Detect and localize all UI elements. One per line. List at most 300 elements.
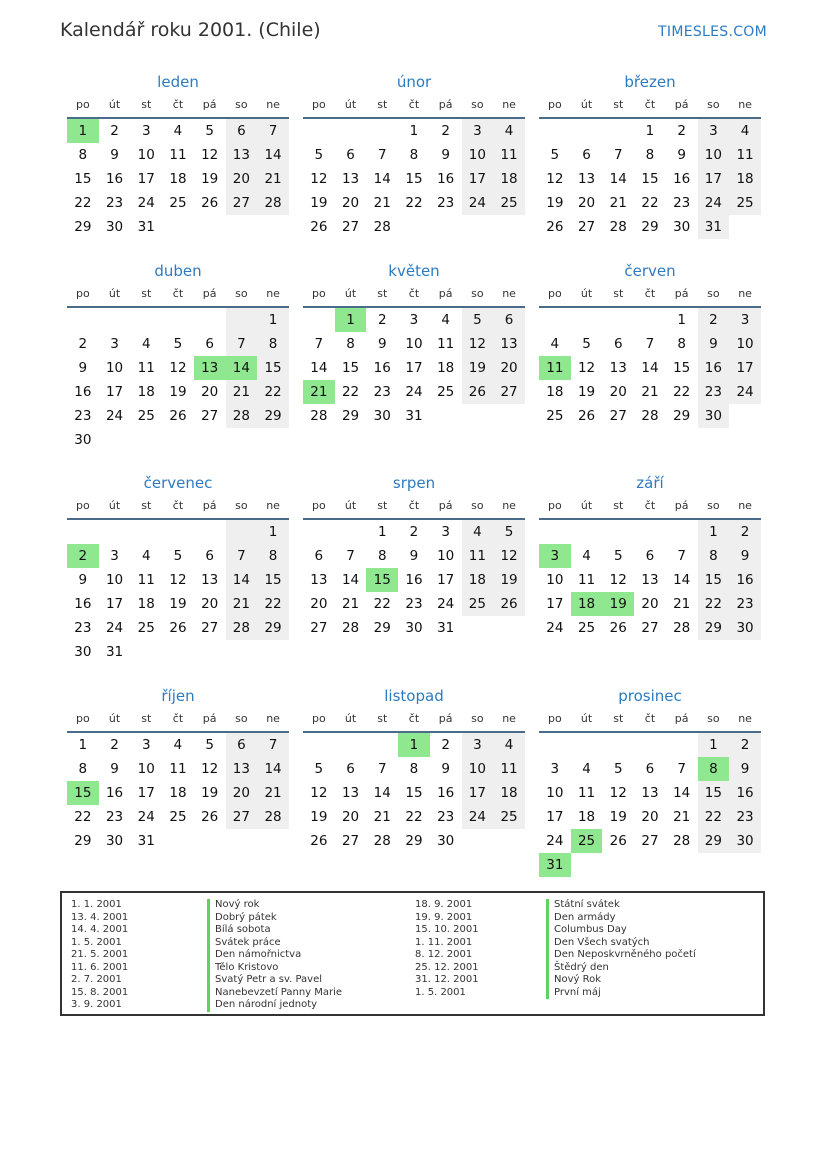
- day-cell: 30: [74, 644, 92, 660]
- day-cell: 26: [577, 408, 596, 424]
- empty-day-cell: [194, 308, 226, 332]
- weekday-label: út: [580, 98, 593, 111]
- day-cell: 9: [677, 147, 686, 163]
- day-cell: 25: [493, 191, 525, 215]
- empty-day-cell: [303, 733, 335, 757]
- day-cell: 6: [582, 147, 591, 163]
- weekday-label: st: [377, 712, 388, 725]
- day-cell: 9: [377, 336, 387, 352]
- day-cell: 13: [641, 572, 659, 588]
- month-name: září: [636, 474, 664, 492]
- day-cell: 15: [698, 781, 730, 805]
- day-grid: [67, 119, 289, 239]
- day-cell: 19: [169, 596, 187, 612]
- empty-day-cell: [539, 119, 571, 143]
- weekday-label: po: [547, 499, 562, 512]
- day-cell: 22: [373, 596, 391, 612]
- empty-day-cell: [539, 733, 571, 757]
- day-cell: 22: [405, 195, 423, 211]
- holiday-day-cell: 8: [698, 757, 730, 781]
- day-cell: 18: [137, 596, 155, 612]
- weekday-label: čt: [408, 712, 420, 725]
- day-cell: 4: [462, 520, 494, 544]
- brand-link[interactable]: TIMESLES.COM: [658, 24, 767, 40]
- month-name: prosinec: [618, 687, 682, 705]
- legend-holiday-name: Columbus Day: [546, 924, 696, 937]
- empty-day-cell: [162, 308, 194, 332]
- month-name: duben: [154, 262, 202, 280]
- day-cell: 28: [609, 219, 627, 235]
- weekday-label: ne: [738, 712, 752, 725]
- empty-day-cell: [130, 308, 162, 332]
- day-cell: 15: [341, 360, 360, 376]
- day-cell: 9: [409, 548, 419, 564]
- day-cell: 28: [673, 620, 691, 636]
- day-cell: 24: [405, 384, 423, 400]
- day-cell: 24: [462, 191, 494, 215]
- weekday-label: pá: [202, 287, 217, 300]
- empty-day-cell: [99, 520, 131, 544]
- day-cell: 26: [609, 620, 627, 636]
- day-cell: 22: [257, 592, 289, 616]
- page-title: Kalendář roku 2001. (Chile): [60, 19, 321, 41]
- weekday-header: [67, 282, 289, 308]
- legend-dates-left: [71, 899, 128, 1012]
- day-cell: 5: [613, 761, 623, 777]
- day-cell: 12: [169, 360, 187, 376]
- day-grid: [303, 733, 525, 853]
- day-cell: 31: [105, 644, 124, 660]
- day-cell: 1: [677, 312, 686, 328]
- day-cell: 29: [641, 219, 659, 235]
- legend-holiday-name: Štědrý den: [546, 962, 696, 975]
- day-cell: 18: [169, 171, 187, 187]
- day-cell: 30: [698, 404, 730, 428]
- legend-date: 1. 5. 2001: [71, 936, 122, 948]
- weekday-label: pá: [202, 98, 217, 111]
- day-cell: 23: [437, 195, 455, 211]
- day-cell: 17: [546, 596, 564, 612]
- day-cell: 5: [205, 737, 214, 753]
- day-cell: 23: [729, 805, 761, 829]
- day-cell: 15: [698, 568, 730, 592]
- empty-day-cell: [226, 520, 258, 544]
- holiday-day-cell: 18: [571, 592, 603, 616]
- legend-date: 14. 4. 2001: [71, 924, 129, 935]
- day-cell: 16: [105, 171, 124, 187]
- day-cell: 13: [226, 757, 258, 781]
- weekday-label: út: [344, 712, 357, 725]
- day-cell: 11: [169, 761, 187, 777]
- weekday-header: [539, 93, 761, 119]
- weekday-label: čt: [172, 712, 184, 725]
- day-cell: 6: [226, 733, 258, 757]
- day-grid: [303, 308, 525, 428]
- day-cell: 15: [405, 171, 423, 187]
- day-cell: 9: [441, 147, 450, 163]
- weekday-label: so: [471, 287, 484, 300]
- holiday-day-cell: 1: [335, 308, 367, 332]
- day-cell: 4: [141, 548, 151, 564]
- month-name: leden: [157, 73, 199, 91]
- day-cell: 25: [437, 384, 455, 400]
- day-cell: 7: [377, 761, 387, 777]
- day-cell: 15: [74, 171, 92, 187]
- day-cell: 14: [310, 360, 328, 376]
- weekday-label: čt: [408, 499, 420, 512]
- day-cell: 7: [226, 332, 258, 356]
- day-cell: 16: [105, 785, 124, 801]
- holiday-day-cell: 14: [226, 356, 258, 380]
- day-cell: 14: [257, 757, 289, 781]
- day-cell: 31: [405, 408, 423, 424]
- empty-day-cell: [67, 520, 99, 544]
- day-cell: 8: [257, 544, 289, 568]
- holiday-legend: [60, 891, 765, 1016]
- weekday-label: st: [141, 287, 152, 300]
- empty-day-cell: [634, 308, 666, 332]
- weekday-label: čt: [644, 499, 656, 512]
- day-cell: 19: [169, 384, 187, 400]
- day-cell: 18: [437, 360, 455, 376]
- weekday-label: so: [471, 499, 484, 512]
- legend-holiday-name: Svatý Petr a sv. Pavel: [207, 974, 342, 987]
- weekday-label: so: [235, 98, 248, 111]
- day-cell: 17: [462, 167, 494, 191]
- weekday-label: po: [547, 712, 562, 725]
- empty-day-cell: [539, 308, 571, 332]
- day-cell: 25: [169, 195, 187, 211]
- weekday-label: po: [311, 712, 326, 725]
- day-cell: 23: [437, 809, 455, 825]
- day-cell: 28: [641, 408, 659, 424]
- day-cell: 12: [462, 332, 494, 356]
- weekday-label: út: [344, 287, 357, 300]
- month-name: únor: [396, 73, 432, 91]
- empty-day-cell: [303, 119, 335, 143]
- day-cell: 12: [201, 761, 219, 777]
- day-cell: 1: [257, 520, 289, 544]
- day-cell: 21: [673, 809, 691, 825]
- day-cell: 25: [137, 408, 155, 424]
- day-cell: 18: [546, 384, 564, 400]
- day-grid: [539, 733, 761, 877]
- day-cell: 6: [346, 147, 355, 163]
- day-cell: 15: [641, 171, 659, 187]
- day-cell: 16: [405, 572, 423, 588]
- weekday-label: út: [108, 98, 121, 111]
- weekday-label: pá: [202, 499, 217, 512]
- empty-day-cell: [539, 520, 571, 544]
- day-cell: 29: [698, 616, 730, 640]
- day-cell: 29: [405, 833, 423, 849]
- day-cell: 3: [110, 336, 119, 352]
- weekday-label: út: [580, 712, 593, 725]
- day-cell: 18: [462, 568, 494, 592]
- legend-date: 25. 12. 2001: [415, 961, 479, 973]
- day-cell: 16: [437, 785, 455, 801]
- empty-day-cell: [226, 308, 258, 332]
- day-cell: 18: [137, 384, 155, 400]
- legend-date: 18. 9. 2001: [415, 899, 473, 910]
- day-cell: 17: [137, 171, 155, 187]
- empty-day-cell: [571, 520, 603, 544]
- day-cell: 13: [577, 171, 596, 187]
- day-cell: 8: [257, 332, 289, 356]
- day-cell: 30: [729, 829, 761, 853]
- legend-date: 13. 4. 2001: [71, 911, 129, 923]
- day-cell: 30: [437, 833, 455, 849]
- day-cell: 18: [577, 809, 596, 825]
- day-cell: 24: [462, 805, 494, 829]
- day-cell: 19: [201, 785, 219, 801]
- day-cell: 11: [437, 336, 455, 352]
- day-cell: 3: [462, 733, 494, 757]
- day-cell: 29: [698, 829, 730, 853]
- day-cell: 9: [78, 360, 88, 376]
- empty-day-cell: [366, 119, 398, 143]
- day-grid: [67, 733, 289, 853]
- day-cell: 14: [641, 360, 659, 376]
- day-cell: 27: [226, 191, 258, 215]
- weekday-label: st: [141, 712, 152, 725]
- day-cell: 6: [645, 548, 655, 564]
- empty-day-cell: [335, 733, 367, 757]
- weekday-header: [303, 707, 525, 733]
- legend-holiday-name: Dobrý pátek: [207, 912, 342, 925]
- day-cell: 10: [546, 572, 564, 588]
- weekday-label: út: [344, 98, 357, 111]
- day-cell: 8: [645, 147, 655, 163]
- day-cell: 17: [437, 572, 455, 588]
- weekday-label: pá: [438, 98, 453, 111]
- holiday-day-cell: 11: [539, 356, 571, 380]
- day-cell: 12: [609, 785, 627, 801]
- day-cell: 1: [257, 308, 289, 332]
- empty-day-cell: [366, 733, 398, 757]
- day-cell: 30: [405, 620, 423, 636]
- month-3: [539, 71, 761, 239]
- day-cell: 21: [641, 384, 659, 400]
- day-cell: 15: [257, 356, 289, 380]
- day-cell: 27: [577, 219, 596, 235]
- day-cell: 2: [377, 312, 387, 328]
- weekday-label: st: [613, 98, 624, 111]
- legend-holiday-name: Tělo Kristovo: [207, 962, 342, 975]
- day-cell: 13: [341, 171, 360, 187]
- weekday-header: [539, 707, 761, 733]
- day-cell: 19: [493, 568, 525, 592]
- day-cell: 17: [405, 360, 423, 376]
- day-cell: 22: [405, 809, 423, 825]
- day-cell: 16: [74, 596, 92, 612]
- day-cell: 25: [493, 805, 525, 829]
- day-cell: 24: [546, 833, 564, 849]
- day-cell: 11: [169, 147, 187, 163]
- day-cell: 10: [105, 572, 124, 588]
- day-cell: 18: [729, 167, 761, 191]
- day-cell: 16: [437, 171, 455, 187]
- day-cell: 23: [105, 195, 124, 211]
- day-cell: 7: [677, 761, 686, 777]
- empty-day-cell: [571, 308, 603, 332]
- weekday-label: so: [471, 98, 484, 111]
- day-cell: 12: [310, 785, 328, 801]
- weekday-label: ne: [502, 499, 516, 512]
- empty-day-cell: [99, 308, 131, 332]
- day-cell: 12: [546, 171, 564, 187]
- day-cell: 24: [437, 596, 455, 612]
- day-cell: 7: [314, 336, 324, 352]
- day-cell: 31: [698, 215, 730, 239]
- legend-date: 19. 9. 2001: [415, 911, 473, 923]
- day-cell: 4: [493, 119, 525, 143]
- day-cell: 14: [373, 171, 391, 187]
- day-cell: 15: [257, 568, 289, 592]
- day-cell: 22: [673, 384, 691, 400]
- weekday-label: pá: [438, 499, 453, 512]
- empty-day-cell: [303, 308, 335, 332]
- day-cell: 7: [377, 147, 387, 163]
- weekday-label: út: [580, 287, 593, 300]
- month-12: [539, 685, 761, 877]
- day-cell: 11: [137, 360, 155, 376]
- empty-day-cell: [571, 119, 603, 143]
- day-cell: 15: [405, 785, 423, 801]
- weekday-label: po: [311, 287, 326, 300]
- day-cell: 28: [310, 408, 328, 424]
- day-cell: 2: [729, 520, 761, 544]
- day-cell: 2: [441, 737, 450, 753]
- weekday-label: st: [377, 98, 388, 111]
- day-cell: 3: [110, 548, 119, 564]
- day-cell: 4: [141, 336, 151, 352]
- day-cell: 19: [577, 384, 596, 400]
- day-cell: 7: [677, 548, 686, 564]
- day-cell: 25: [577, 620, 596, 636]
- day-cell: 9: [698, 332, 730, 356]
- day-cell: 27: [641, 620, 659, 636]
- weekday-label: po: [547, 98, 562, 111]
- day-cell: 26: [310, 833, 328, 849]
- day-grid: [67, 308, 289, 452]
- day-cell: 20: [201, 596, 219, 612]
- day-cell: 12: [201, 147, 219, 163]
- day-cell: 24: [546, 620, 564, 636]
- day-cell: 9: [729, 757, 761, 781]
- day-cell: 27: [201, 620, 219, 636]
- day-grid: [539, 308, 761, 428]
- legend-holiday-name: První máj: [546, 987, 696, 1000]
- day-cell: 5: [462, 308, 494, 332]
- day-cell: 6: [346, 761, 355, 777]
- day-cell: 8: [698, 544, 730, 568]
- day-cell: 26: [169, 620, 187, 636]
- day-cell: 4: [173, 737, 183, 753]
- day-cell: 3: [462, 119, 494, 143]
- empty-day-cell: [303, 520, 335, 544]
- weekday-label: so: [707, 287, 720, 300]
- holiday-day-cell: 25: [571, 829, 603, 853]
- day-cell: 20: [201, 384, 219, 400]
- weekday-label: čt: [172, 499, 184, 512]
- day-cell: 3: [141, 737, 151, 753]
- day-cell: 21: [257, 781, 289, 805]
- day-cell: 2: [110, 123, 119, 139]
- legend-holiday-name: Den národní jednoty: [207, 999, 342, 1012]
- day-cell: 11: [462, 544, 494, 568]
- weekday-label: ne: [738, 499, 752, 512]
- weekday-label: pá: [674, 287, 689, 300]
- day-cell: 20: [226, 781, 258, 805]
- holiday-day-cell: 1: [67, 119, 99, 143]
- day-cell: 26: [201, 809, 219, 825]
- day-cell: 8: [346, 336, 355, 352]
- day-cell: 19: [201, 171, 219, 187]
- weekday-label: pá: [674, 499, 689, 512]
- day-cell: 9: [729, 544, 761, 568]
- day-cell: 4: [550, 336, 560, 352]
- day-cell: 26: [546, 219, 564, 235]
- day-cell: 7: [346, 548, 355, 564]
- weekday-label: čt: [644, 712, 656, 725]
- day-cell: 18: [493, 167, 525, 191]
- day-cell: 25: [462, 592, 494, 616]
- weekday-label: po: [75, 287, 90, 300]
- day-cell: 23: [673, 195, 691, 211]
- weekday-label: pá: [202, 712, 217, 725]
- day-cell: 17: [698, 167, 730, 191]
- day-cell: 19: [310, 195, 328, 211]
- day-cell: 4: [493, 733, 525, 757]
- weekday-label: ne: [266, 499, 280, 512]
- day-cell: 9: [78, 572, 88, 588]
- day-cell: 20: [493, 356, 525, 380]
- empty-day-cell: [335, 520, 367, 544]
- day-cell: 7: [257, 733, 289, 757]
- day-cell: 26: [310, 219, 328, 235]
- day-cell: 16: [698, 356, 730, 380]
- empty-day-cell: [67, 308, 99, 332]
- day-cell: 5: [613, 548, 623, 564]
- day-grid: [303, 119, 525, 239]
- holiday-day-cell: 13: [194, 356, 226, 380]
- day-cell: 16: [673, 171, 691, 187]
- legend-names-left: [207, 899, 342, 1012]
- day-cell: 13: [226, 143, 258, 167]
- day-cell: 18: [169, 785, 187, 801]
- day-cell: 28: [226, 404, 258, 428]
- day-cell: 10: [137, 761, 155, 777]
- month-name: srpen: [392, 474, 436, 492]
- day-cell: 12: [169, 572, 187, 588]
- day-cell: 23: [729, 592, 761, 616]
- weekday-label: so: [707, 98, 720, 111]
- weekday-label: so: [471, 712, 484, 725]
- day-cell: 3: [409, 312, 419, 328]
- weekday-label: po: [311, 98, 326, 111]
- empty-day-cell: [571, 733, 603, 757]
- weekday-label: st: [613, 287, 624, 300]
- day-cell: 24: [137, 809, 155, 825]
- legend-date: 1. 11. 2001: [415, 936, 473, 948]
- day-cell: 1: [377, 524, 387, 540]
- day-cell: 7: [226, 544, 258, 568]
- day-cell: 10: [437, 548, 455, 564]
- day-cell: 7: [257, 119, 289, 143]
- day-cell: 21: [257, 167, 289, 191]
- day-cell: 1: [645, 123, 655, 139]
